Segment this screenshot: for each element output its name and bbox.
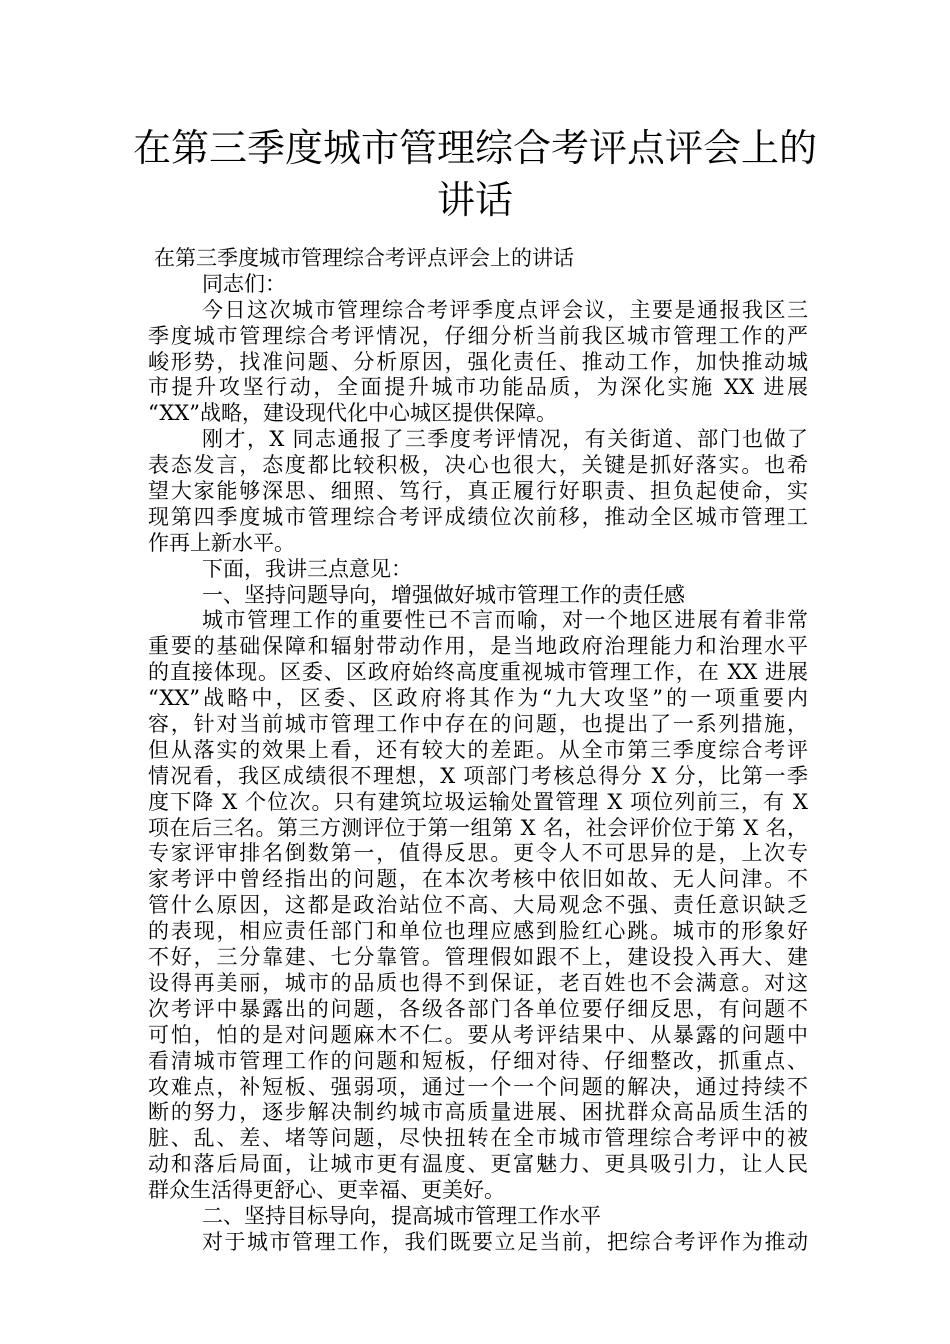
text-line: 对于城市管理工作，我们既要立足当前，把综合考评作为推动 — [202, 1229, 808, 1254]
text-line: 看清城市管理工作的问题和短板，仔细对待、仔细整改，抓重点、 — [148, 1048, 808, 1073]
text-line: 项在后三名。第三方测评位于第一组第 X 名，社会评价位于第 X 名， — [148, 815, 808, 840]
text-line: 的表现，相应责任部门和单位也理应感到脸红心跳。城市的形象好 — [148, 919, 808, 944]
text-line: 重要的基础保障和辐射带动作用，是当地政府治理能力和治理水平 — [148, 634, 808, 659]
text-line: 峻形势，找准问题、分析原因，强化责任、推动工作，加快推动城 — [148, 349, 808, 374]
text-line: 动和落后局面，让城市更有温度、更富魅力、更具吸引力，让人民 — [148, 1152, 808, 1177]
text-line: 不好，三分靠建、七分靠管。管理假如跟不上，建设投入再大、建 — [148, 945, 808, 970]
text-line: 断的努力，逐步解决制约城市高质量进展、困扰群众高品质生活的 — [148, 1100, 808, 1125]
text-line: “XX”战略中，区委、区政府将其作为“九大攻坚”的一项重要内 — [148, 686, 808, 711]
text-line: 度下降 X 个位次。只有建筑垃圾运输处置管理 X 项位列前三，有 X — [148, 789, 808, 814]
text-line: 城市管理工作的重要性已不言而喻，对一个地区进展有着非常 — [202, 608, 808, 633]
text-line: 家考评中曾经指出的问题，在本次考核中依旧如故、无人问津。不 — [148, 867, 808, 892]
text-line: 可怕，怕的是对问题麻木不仁。要从考评结果中、从暴露的问题中 — [148, 1022, 808, 1047]
text-line: 容，针对当前城市管理工作中存在的问题，也提出了一系列措施， — [148, 712, 808, 737]
text-line: 攻难点，补短板、强弱项，通过一个一个问题的解决，通过持续不 — [148, 1074, 808, 1099]
document-body — [148, 246, 808, 1256]
text-line: 的直接体现。区委、区政府始终高度重视城市管理工作，在 XX 进展 — [148, 660, 808, 685]
text-line: 二、坚持目标导向，提高城市管理工作水平 — [202, 1203, 601, 1228]
text-line: 设得再美丽，城市的品质也得不到保证，老百姓也不会满意。对这 — [148, 970, 808, 995]
text-line: 情况看，我区成绩很不理想，X 项部门考核总得分 X 分，比第一季 — [148, 763, 808, 788]
text-line: 望大家能够深思、细照、笃行，真正履行好职责、担负起使命，实 — [148, 479, 808, 504]
text-line: 脏、乱、差、堵等问题，尽快扭转在全市城市管理综合考评中的被 — [148, 1126, 808, 1151]
text-line: 刚才，X 同志通报了三季度考评情况，有关街道、部门也做了 — [202, 427, 808, 452]
text-line: 现第四季度城市管理综合考评成绩位次前移，推动全区城市管理工 — [148, 504, 808, 529]
text-line: 市提升攻坚行动，全面提升城市功能品质，为深化实施 XX 进展 — [148, 375, 808, 400]
text-line: 表态发言，态度都比较积极，决心也很大，关键是抓好落实。也希 — [148, 453, 808, 478]
text-line: 专家评审排名倒数第一，值得反思。更令人不可思异的是，上次专 — [148, 841, 808, 866]
text-line: 管什么原因，这都是政治站位不高、大局观念不强、责任意识缺乏 — [148, 893, 808, 918]
text-line: 在第三季度城市管理综合考评点评会上的讲话 — [154, 246, 574, 270]
document-title-line-1: 在第三季度城市管理综合考评点评会上的 — [132, 126, 817, 170]
text-line: 同志们： — [202, 271, 286, 296]
document-title — [0, 122, 950, 226]
text-line: 一、坚持问题导向，增强做好城市管理工作的责任感 — [202, 582, 685, 607]
text-line: 今日这次城市管理综合考评季度点评会议，主要是通报我区三 — [202, 297, 808, 322]
text-line: 次考评中暴露出的问题，各级各部门各单位要仔细反思，有问题不 — [148, 996, 808, 1021]
text-line: 作再上新水平。 — [148, 530, 295, 555]
text-line: 季度城市管理综合考评情况，仔细分析当前我区城市管理工作的严 — [148, 323, 808, 348]
text-line: 但从落实的效果上看，还有较大的差距。从全市第三季度综合考评 — [148, 737, 808, 762]
text-line: “XX”战略，建设现代化中心城区提供保障。 — [148, 401, 557, 426]
text-line: 下面，我讲三点意见： — [202, 556, 412, 581]
document-title-line-2: 讲话 — [436, 178, 513, 222]
text-line: 群众生活得更舒心、更幸福、更美好。 — [148, 1178, 505, 1203]
